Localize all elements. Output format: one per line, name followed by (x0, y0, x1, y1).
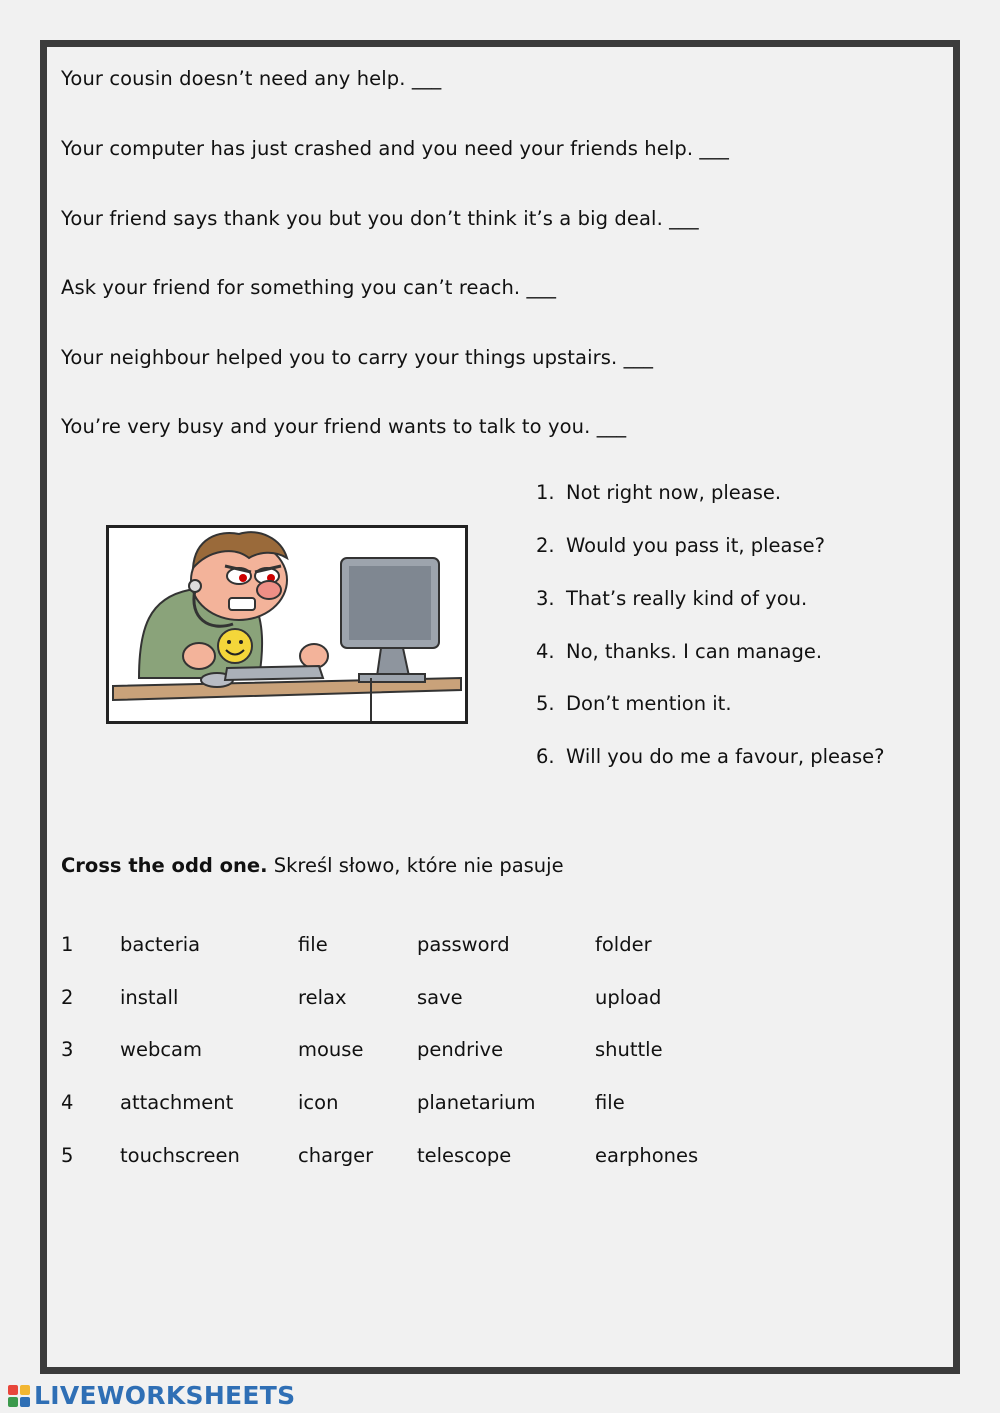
odd-one-instruction: Cross the odd one. Skreśl słowo, które nie pasuje (61, 854, 564, 877)
response-6: 6. Will you do me a favour, please? (536, 745, 885, 768)
logo-icon (8, 1385, 30, 1407)
word[interactable]: telescope (417, 1144, 512, 1167)
response-1: 1. Not right now, please. (536, 481, 782, 504)
word[interactable]: earphones (595, 1144, 699, 1167)
response-5: 5. Don’t mention it. (536, 692, 732, 715)
row-number: 1 (61, 933, 74, 956)
situation-1: Your cousin doesn’t need any help. ___ (61, 67, 442, 90)
brand-name: LIVEWORKSHEETS (34, 1381, 296, 1410)
angry-computer-user-illustration (106, 525, 468, 724)
row-number: 5 (61, 1144, 74, 1167)
situation-2: Your computer has just crashed and you need your friends help. ___ (61, 137, 729, 160)
response-3: 3. That’s really kind of you. (536, 587, 808, 610)
word[interactable]: upload (595, 986, 662, 1009)
word[interactable]: webcam (120, 1038, 202, 1061)
situation-6: You’re very busy and your friend wants to talk to you. ___ (61, 415, 627, 438)
word[interactable]: attachment (120, 1091, 234, 1114)
word[interactable]: file (298, 933, 328, 956)
response-4: 4. No, thanks. I can manage. (536, 640, 823, 663)
word[interactable]: touchscreen (120, 1144, 240, 1167)
word[interactable]: password (417, 933, 510, 956)
situation-4: Ask your friend for something you can’t reach. ___ (61, 276, 557, 299)
word[interactable]: icon (298, 1091, 339, 1114)
situation-5: Your neighbour helped you to carry your things upstairs. ___ (61, 346, 654, 369)
row-number: 3 (61, 1038, 74, 1061)
word[interactable]: bacteria (120, 933, 201, 956)
word[interactable]: pendrive (417, 1038, 504, 1061)
word[interactable]: relax (298, 986, 347, 1009)
word[interactable]: shuttle (595, 1038, 663, 1061)
worksheet-frame (40, 40, 960, 1374)
response-2: 2. Would you pass it, please? (536, 534, 826, 557)
row-number: 4 (61, 1091, 74, 1114)
word[interactable]: charger (298, 1144, 374, 1167)
row-number: 2 (61, 986, 74, 1009)
liveworksheets-logo[interactable] (8, 1381, 295, 1410)
word[interactable]: folder (595, 933, 652, 956)
word[interactable]: mouse (298, 1038, 364, 1061)
situation-3: Your friend says thank you but you don’t think it’s a big deal. ___ (61, 207, 699, 230)
word[interactable]: planetarium (417, 1091, 536, 1114)
word[interactable]: file (595, 1091, 625, 1114)
word[interactable]: install (120, 986, 179, 1009)
word[interactable]: save (417, 986, 463, 1009)
